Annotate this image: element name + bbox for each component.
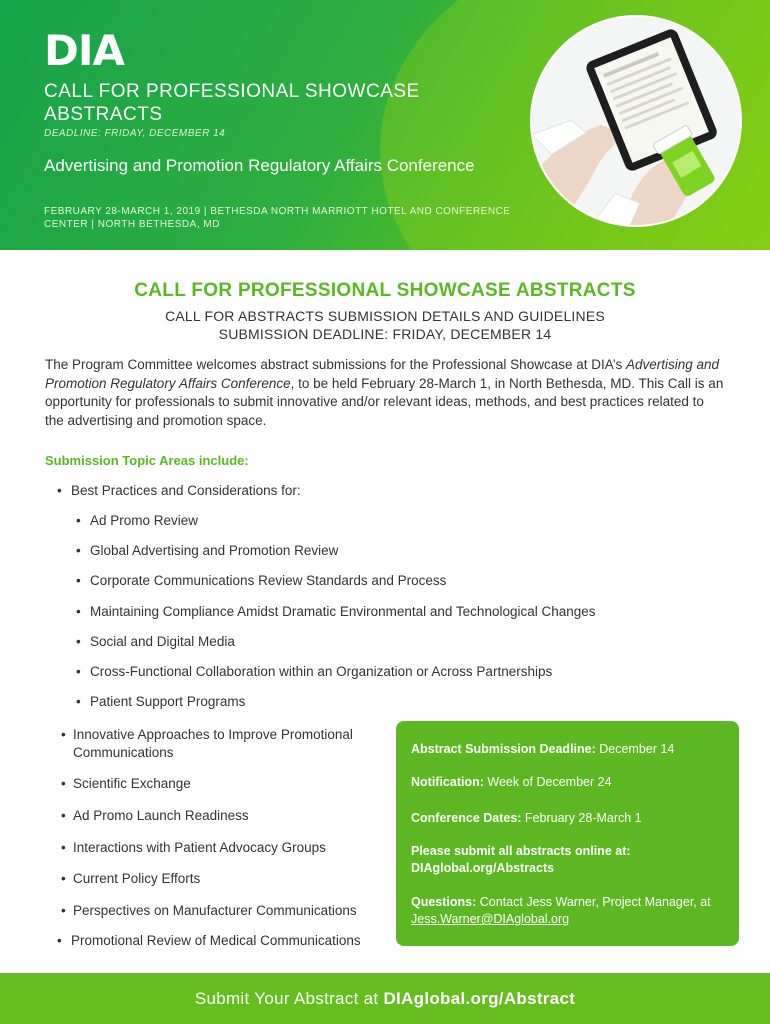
tablet-photo: [530, 15, 742, 227]
bullet-icon: •: [76, 694, 81, 709]
list-item-text: Perspectives on Manufacturer Communications: [73, 903, 357, 918]
bullet-icon: •: [76, 634, 81, 649]
info-box: [396, 721, 739, 946]
intro-conference-name: Advertising and Promotion Regulatory Affairs Conference: [45, 357, 720, 391]
info-notification-value: Week of December 24: [483, 775, 612, 789]
subtitle-deadline: SUBMISSION DEADLINE: FRIDAY, DECEMBER 14: [218, 326, 552, 342]
list-item-text: Global Advertising and Promotion Review: [90, 543, 339, 558]
list-item-text: Innovative Approaches to Improve Promotional Communications: [73, 727, 353, 760]
info-notification: [411, 774, 729, 791]
info-questions: [411, 894, 729, 928]
list-item-text: Social and Digital Media: [90, 634, 235, 649]
list-item-text: Corporate Communications Review Standards and Process: [90, 573, 447, 588]
tablet-illustration-icon: [532, 17, 740, 225]
conference-name: Advertising and Promotion Regulatory Affairs Conference: [44, 156, 475, 175]
topics-heading: Submission Topic Areas include:: [45, 453, 249, 468]
info-submit-text: Please submit all abstracts online at:: [411, 844, 631, 858]
bullet-icon: •: [61, 871, 66, 886]
list-item: [76, 512, 198, 530]
bullet-icon: •: [61, 808, 66, 823]
subtitle-guidelines: CALL FOR ABSTRACTS SUBMISSION DETAILS AND GUIDELINES: [165, 308, 605, 324]
list-item-text: Ad Promo Review: [90, 513, 199, 528]
list-item: [76, 572, 446, 590]
info-questions-value: Contact Jess Warner, Project Manager, at: [476, 895, 711, 909]
info-deadline: [411, 741, 729, 758]
list-item-text: Ad Promo Launch Readiness: [73, 808, 249, 823]
intro-text-end: , to be held February 28-March 1, in North Bethesda, MD. This Call is an opportunity for professionals to submit innovative and/or relevant ideas, methods, and best practices related to the advertising and promotion space.: [45, 375, 724, 428]
list-item-text: Scientific Exchange: [73, 776, 191, 791]
info-submit-link[interactable]: DIAglobal.org/Abstracts: [411, 861, 555, 875]
list-item-text: Cross-Functional Collaboration within an Organization or Across Partnerships: [90, 664, 553, 679]
list-item: [57, 932, 361, 950]
list-item-text: Best Practices and Considerations for:: [71, 483, 301, 498]
info-notification-label: Notification:: [411, 775, 484, 789]
bullet-icon: •: [57, 933, 62, 948]
info-conference-dates: [411, 810, 729, 827]
info-deadline-label: Abstract Submission Deadline:: [411, 742, 596, 756]
list-item: [76, 542, 338, 560]
list-item: [76, 693, 245, 711]
list-item: [61, 807, 249, 825]
bullet-icon: •: [76, 573, 81, 588]
list-item: [61, 726, 391, 762]
list-item-text: Current Policy Efforts: [73, 871, 201, 886]
list-item: [61, 839, 326, 857]
bullet-icon: •: [61, 776, 66, 791]
intro-paragraph: [45, 356, 725, 430]
list-item: [76, 603, 596, 621]
info-dates-value: February 28-March 1: [521, 811, 642, 825]
bullet-icon: •: [76, 604, 81, 619]
list-item: [76, 663, 552, 681]
list-item-text: Promotional Review of Medical Communications: [71, 933, 361, 948]
info-questions-label: Questions:: [411, 895, 477, 909]
list-item: [61, 775, 191, 793]
contact-email-link[interactable]: Jess.Warner@DIAglobal.org: [411, 912, 570, 926]
list-item-text: Patient Support Programs: [90, 694, 246, 709]
header-banner: [0, 0, 770, 250]
bullet-icon: •: [57, 483, 62, 498]
list-item: [61, 870, 200, 888]
list-item: [57, 482, 301, 500]
info-submit: [411, 843, 729, 877]
info-deadline-value: December 14: [595, 742, 675, 756]
list-item: [76, 633, 235, 651]
list-item-text: Maintaining Compliance Amidst Dramatic Environmental and Technological Changes: [90, 604, 596, 619]
intro-text-start: The Program Committee welcomes abstract submissions for the Professional Showcase at DIA’s: [45, 357, 626, 372]
dia-logo: DIA: [44, 26, 124, 75]
bullet-icon: •: [76, 664, 81, 679]
main-title: CALL FOR PROFESSIONAL SHOWCASE ABSTRACTS: [134, 280, 636, 301]
footer-banner: [0, 973, 770, 1024]
header-deadline: DEADLINE: FRIDAY, DECEMBER 14: [44, 128, 226, 139]
footer-text: Submit Your Abstract at: [194, 989, 384, 1008]
footer-link[interactable]: DIAglobal.org/Abstract: [383, 989, 576, 1008]
bullet-icon: •: [61, 903, 66, 918]
header-title: CALL FOR PROFESSIONAL SHOWCASE ABSTRACTS: [44, 81, 420, 125]
info-dates-label: Conference Dates:: [411, 811, 522, 825]
bullet-icon: •: [61, 727, 66, 742]
list-item: [61, 902, 357, 920]
list-item-text: Interactions with Patient Advocacy Groups: [73, 840, 326, 855]
conference-details: FEBRUARY 28-MARCH 1, 2019 | BETHESDA NORTH MARRIOTT HOTEL AND CONFERENCE CENTER | NORTH BETHESDA, MD: [44, 206, 511, 230]
bullet-icon: •: [76, 513, 81, 528]
bullet-icon: •: [76, 543, 81, 558]
bullet-icon: •: [61, 840, 66, 855]
